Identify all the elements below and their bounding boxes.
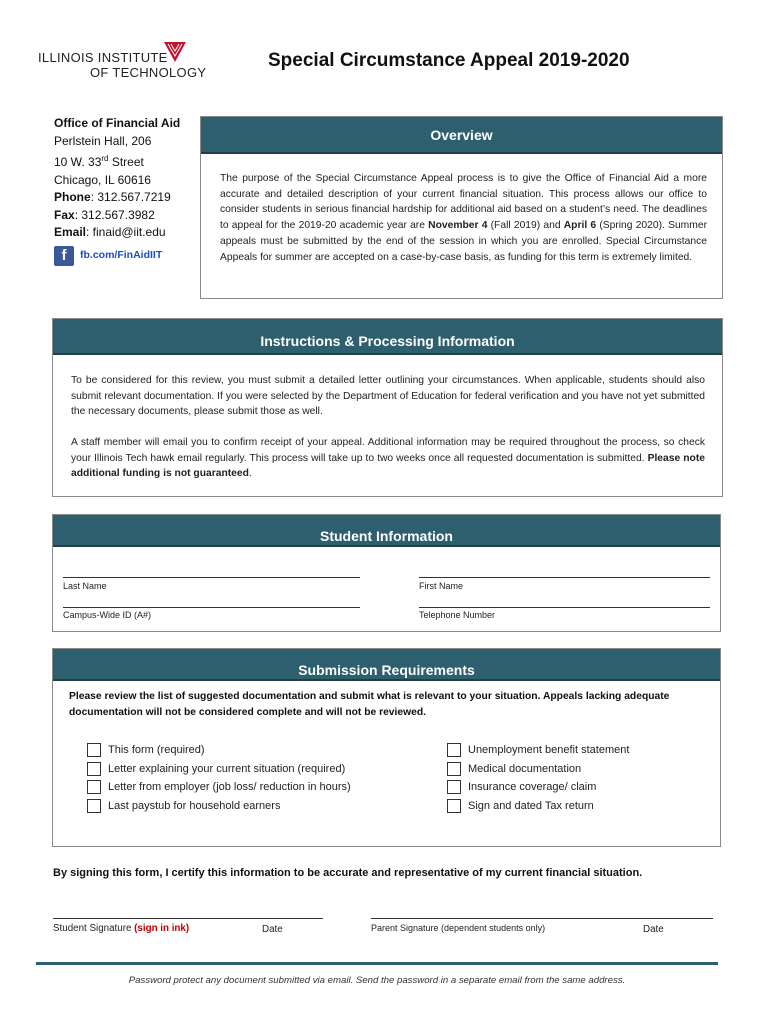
logo-mark-icon	[162, 40, 188, 64]
parent-signature-label: Parent Signature (dependent students only)	[371, 923, 546, 933]
cwid-field[interactable]	[63, 606, 360, 608]
checklist-right	[447, 741, 629, 815]
instructions-paragraph-1: To be considered for this review, you must submit a detailed letter outlining your circumstances. When applicable, students should also submit relevant documentation. If you were selected by the Department of Education for federal verification and you have not yet submitted the necessary documents, please submit those as well.	[71, 375, 705, 418]
checkbox[interactable]	[87, 743, 101, 757]
instructions-heading: Instructions & Processing Information	[53, 319, 722, 355]
checklist-item[interactable]: Letter from employer (job loss/ reduction in hours)	[87, 778, 351, 797]
overview-heading: Overview	[201, 117, 722, 154]
student-info-heading: Student Information	[53, 515, 720, 547]
checkbox[interactable]	[87, 799, 101, 813]
student-signature-line[interactable]	[53, 917, 323, 919]
checkbox[interactable]	[447, 780, 461, 794]
submission-heading: Submission Requirements	[53, 649, 720, 681]
submission-intro: Please review the list of suggested documentation and submit what is relevant to your situation. Appeals lacking adequate documentation will not be considered complete and will not be reviewed.	[69, 691, 670, 718]
iit-logo	[38, 40, 213, 84]
checklist-item[interactable]: Last paystub for household earners	[87, 797, 351, 816]
last-name-label: Last Name	[63, 581, 107, 591]
last-name-field[interactable]	[63, 576, 360, 578]
office-phone: Phone: 312.567.7219	[54, 190, 171, 204]
checkbox[interactable]	[447, 743, 461, 757]
first-name-label: First Name	[419, 581, 464, 591]
instructions-section	[52, 318, 723, 497]
footer-note: Password protect any document submitted via email. Send the password in a separate email from the same address.	[128, 975, 626, 986]
checkbox[interactable]	[87, 762, 101, 776]
checkbox[interactable]	[447, 762, 461, 776]
facebook-link[interactable]: fb.com/FinAidIIT	[80, 248, 163, 261]
checkbox[interactable]	[447, 799, 461, 813]
office-email: Email: finaid@iit.edu	[54, 225, 166, 239]
student-signature-label: Student Signature (sign in ink)	[53, 923, 190, 934]
cwid-label: Campus-Wide ID (A#)	[63, 610, 152, 620]
checklist-item[interactable]: Letter explaining your current situation (required)	[87, 760, 351, 779]
overview-text: The purpose of the Special Circumstance Appeal process is to give the Office of Financial Aid a more accurate and detailed description of your current financial situation. This process allows our office to consider students in serious financial hardship for additional aid based on a student’s need. The deadlines to appeal for the 2019-20 academic year are November 4 (Fall 2019) and April 6 (Spring 2020). Summer appeals must be submitted by the end of the session in which you are enrolled. Special Circumstance Appeals for summer are accepted on a case-by-case basis, as funding for this term is extremely limited.	[220, 173, 707, 263]
office-address-1: Perlstein Hall, 206	[54, 133, 152, 148]
facebook-icon: f	[54, 246, 74, 266]
checklist-item[interactable]: This form (required)	[87, 741, 351, 760]
first-name-field[interactable]	[419, 576, 710, 578]
checklist-left	[87, 741, 351, 815]
office-address-3: Chicago, IL 60616	[54, 172, 151, 187]
student-date-label: Date	[262, 924, 283, 935]
logo-line-2: OF TECHNOLOGY	[90, 65, 207, 80]
checklist-item[interactable]: Insurance coverage/ claim	[447, 778, 629, 797]
submission-section	[52, 648, 721, 847]
page-title: Special Circumstance Appeal 2019-2020	[268, 50, 630, 71]
student-info-section	[52, 514, 721, 632]
checkbox[interactable]	[87, 780, 101, 794]
office-address-2: 10 W. 33rd Street	[54, 154, 144, 169]
facebook-row[interactable]	[54, 246, 196, 266]
checklist-item[interactable]: Unemployment benefit statement	[447, 741, 629, 760]
office-fax: Fax: 312.567.3982	[54, 207, 155, 222]
checklist-item[interactable]: Medical documentation	[447, 760, 629, 779]
parent-signature-line[interactable]	[371, 917, 713, 919]
checklist-item[interactable]: Sign and dated Tax return	[447, 797, 629, 816]
telephone-label: Telephone Number	[419, 610, 496, 620]
parent-date-label: Date	[643, 924, 664, 935]
instructions-paragraph-2: A staff member will email you to confirm receipt of your appeal. Additional information may be required throughout the process, so check your Illinois Tech hawk email regularly. This process will take up to two weeks once all requested documentation is submitted. Please note additional funding is not guaranteed.	[71, 437, 705, 480]
footer-divider	[36, 962, 718, 965]
office-contact	[54, 115, 196, 303]
logo-line-1: ILLINOIS INSTITUTE	[38, 50, 168, 65]
overview-section	[200, 116, 723, 299]
telephone-field[interactable]	[419, 606, 710, 608]
office-name: Office of Financial Aid	[54, 116, 181, 130]
certification-statement: By signing this form, I certify this information to be accurate and representative of my current financial situation.	[53, 867, 643, 879]
